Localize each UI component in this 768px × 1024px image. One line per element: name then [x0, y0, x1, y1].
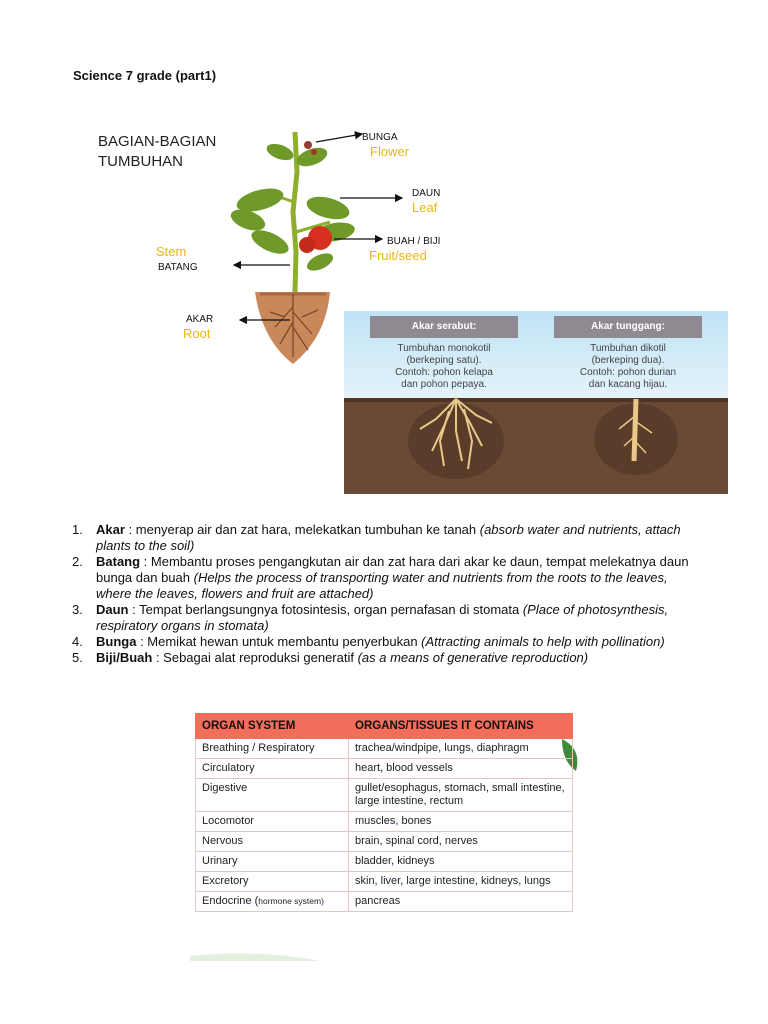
fibrous-desc-line: dan pohon pepaya. — [401, 379, 487, 390]
list-term: Akar — [96, 522, 125, 537]
list-item — [72, 634, 702, 650]
list-translation: (Place of photosynthesis, respiratory organs in stomata) — [96, 602, 669, 633]
list-item — [72, 522, 702, 554]
label-flower: Flower — [370, 144, 410, 159]
table-row — [196, 759, 573, 779]
label-daun: DAUN — [412, 188, 441, 199]
organs-cell: pancreas — [349, 892, 573, 912]
table-row — [196, 892, 573, 912]
list-item — [72, 602, 702, 634]
list-text: : menyerap air dan zat hara, melekatkan tumbuhan ke tanah — [124, 522, 480, 537]
organ-system-cell: Urinary — [196, 852, 349, 872]
label-akar: AKAR — [186, 314, 214, 325]
organ-system-cell: Breathing / Respiratory — [196, 739, 349, 759]
list-text: : Sebagai alat reproduksi generatif — [152, 650, 358, 665]
taproot-desc-line: dan kacang hijau. — [588, 379, 668, 390]
list-translation: (Helps the process of transporting water and nutrients from the roots to the leaves, where the leaves, flowers and fruit are attached) — [96, 570, 668, 601]
organ-system-name: Endocrine ( — [202, 895, 259, 907]
page-title: Science 7 grade (part1) — [73, 68, 217, 83]
organs-cell: bladder, kidneys — [349, 852, 573, 872]
organs-cell: trachea/windpipe, lungs, diaphragm — [349, 739, 573, 759]
organs-cell: brain, spinal cord, nerves — [349, 832, 573, 852]
taproot-description — [558, 343, 698, 391]
table-row — [196, 812, 573, 832]
table-row — [196, 739, 573, 759]
list-item — [72, 650, 702, 666]
label-stem: Stem — [156, 244, 187, 259]
label-root: Root — [183, 326, 211, 341]
list-number: 3. — [72, 602, 83, 617]
table-row — [196, 779, 573, 812]
organ-system-table — [195, 713, 573, 912]
table-row — [196, 852, 573, 872]
list-number: 2. — [72, 554, 83, 569]
organs-cell: gullet/esophagus, stomach, small intestine, large intestine, rectum — [349, 779, 573, 812]
fibrous-root-description — [374, 343, 514, 391]
list-translation: (as a means of generative reproduction) — [357, 650, 589, 665]
table-header-row — [196, 714, 573, 739]
organ-system-cell: Digestive — [196, 779, 349, 812]
header-organs-tissues: ORGANS/TISSUES IT CONTAINS — [349, 714, 573, 739]
label-leaf: Leaf — [412, 200, 438, 215]
list-term: Bunga — [96, 634, 137, 649]
fibrous-desc-line: Contoh: pohon kelapa — [395, 367, 493, 378]
fibrous-desc-line: (berkeping satu). — [406, 355, 482, 366]
table-row — [196, 872, 573, 892]
list-term: Biji/Buah — [96, 650, 153, 665]
organ-system-cell — [196, 892, 349, 912]
organ-system-cell: Nervous — [196, 832, 349, 852]
taproot-desc-line: Tumbuhan dikotil — [590, 343, 666, 354]
organs-cell: heart, blood vessels — [349, 759, 573, 779]
list-number: 1. — [72, 522, 83, 537]
soil-illustration — [344, 311, 728, 494]
label-fruit-seed: Fruit/seed — [369, 248, 427, 263]
fibrous-root-tag: Akar serabut: — [370, 316, 518, 338]
organ-system-note: hormone system) — [258, 896, 324, 906]
list-term: Daun — [96, 602, 129, 617]
list-term: Batang — [96, 554, 141, 569]
list-text: : Memikat hewan untuk membantu penyerbukan — [136, 634, 422, 649]
root-types-panel — [344, 311, 728, 494]
organs-cell: skin, liver, large intestine, kidneys, lungs — [349, 872, 573, 892]
organ-system-table-card — [190, 711, 582, 961]
list-translation: (Attracting animals to help with pollination) — [421, 634, 665, 649]
header-organ-system: ORGAN SYSTEM — [196, 714, 349, 739]
list-number: 4. — [72, 634, 83, 649]
list-text: : Tempat berlangsungnya fotosintesis, organ pernafasan di stomata — [128, 602, 523, 617]
label-bunga: BUNGA — [362, 132, 398, 143]
label-buah-biji: BUAH / BIJI — [387, 236, 441, 247]
taproot-desc-line: Contoh: pohon durian — [579, 367, 677, 378]
diagram-heading-line2: TUMBUHAN — [98, 153, 183, 170]
organs-cell: muscles, bones — [349, 812, 573, 832]
label-batang: BATANG — [158, 262, 198, 273]
organ-system-cell: Excretory — [196, 872, 349, 892]
taproot-tag: Akar tunggang: — [554, 316, 702, 338]
fibrous-desc-line: Tumbuhan monokotil — [397, 343, 491, 354]
taproot-desc-line: (berkeping dua). — [591, 355, 665, 366]
list-translation: (absorb water and nutrients, attach plants to the soil) — [96, 522, 681, 553]
plant-parts-list — [72, 522, 702, 666]
organ-system-cell: Circulatory — [196, 759, 349, 779]
list-text: : Membantu proses pengangkutan air dan zat hara dari akar ke daun, tempat melekatnya daun bunga dan buah — [96, 554, 689, 585]
list-number: 5. — [72, 650, 83, 665]
list-item — [72, 554, 702, 602]
diagram-heading-line1: BAGIAN-BAGIAN — [98, 133, 217, 150]
table-row — [196, 832, 573, 852]
organ-system-cell: Locomotor — [196, 812, 349, 832]
